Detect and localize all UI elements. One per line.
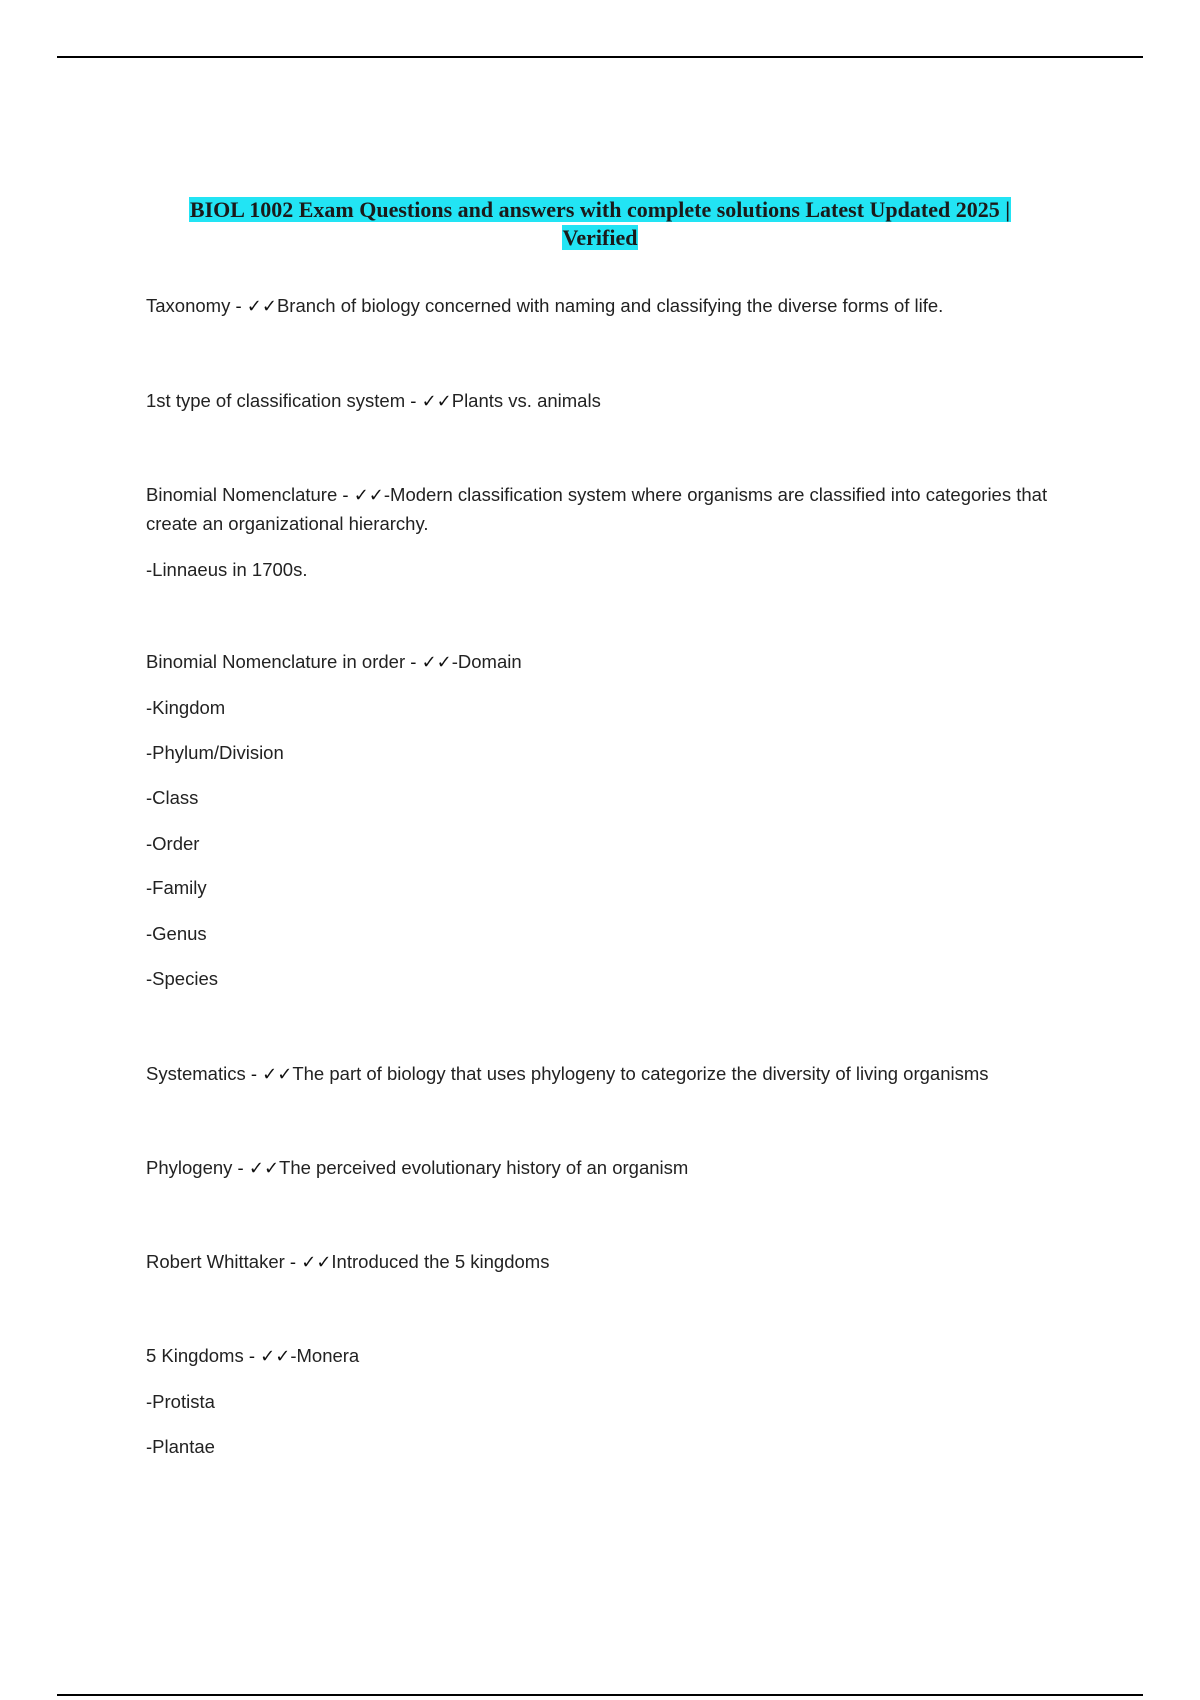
document-title <box>100 196 1100 252</box>
entry-extra-line: -Kingdom <box>146 697 226 718</box>
entry-separator: - <box>405 651 422 672</box>
entry-extra-line: -Linnaeus in 1700s. <box>146 559 308 580</box>
entry-extra-line: -Genus <box>146 923 207 944</box>
entry-extra-line: -Protista <box>146 1391 215 1412</box>
entry-term: Systematics <box>146 1063 246 1084</box>
qa-entry-first-classification <box>146 387 1086 416</box>
entry-separator: - <box>232 1157 249 1178</box>
entry-term: Binomial Nomenclature in order <box>146 651 406 672</box>
title-line-1: BIOL 1002 Exam Questions and answers with complete solutions Latest Updated 2025 | <box>189 197 1011 222</box>
double-check-icon: ✓✓ <box>353 485 384 506</box>
qa-entry-phylogeny <box>146 1154 1086 1183</box>
qa-entry-binomial-nomenclature <box>146 481 1086 538</box>
entry-answer: Introduced the 5 kingdoms <box>331 1251 550 1272</box>
qa-entry-systematics <box>146 1060 1086 1089</box>
double-check-icon: ✓✓ <box>421 391 452 412</box>
entry-answer: The perceived evolutionary history of an organism <box>279 1157 689 1178</box>
entry-term: 1st type of classification system <box>146 390 406 411</box>
qa-entry-taxonomy <box>146 292 1086 321</box>
double-check-icon: ✓✓ <box>248 1158 280 1179</box>
entry-term: Robert Whittaker <box>146 1251 285 1272</box>
double-check-icon: ✓✓ <box>246 296 277 317</box>
double-check-icon: ✓✓ <box>421 652 452 673</box>
entry-term: Binomial Nomenclature <box>146 484 338 505</box>
footer-rule <box>57 1694 1143 1696</box>
entry-separator: - <box>243 1345 261 1366</box>
entry-separator: - <box>337 484 354 505</box>
entry-extra-line: -Plantae <box>146 1436 215 1457</box>
header-rule <box>57 56 1143 58</box>
entry-extra-line: -Order <box>146 833 200 854</box>
entry-extra-line: -Class <box>146 787 199 808</box>
double-check-icon: ✓✓ <box>262 1064 293 1085</box>
entry-term: Phylogeny <box>146 1157 233 1178</box>
entry-extra-line: -Phylum/Division <box>146 742 284 763</box>
entry-answer: -Monera <box>290 1345 360 1366</box>
double-check-icon: ✓✓ <box>301 1252 332 1273</box>
double-check-icon: ✓✓ <box>260 1346 291 1367</box>
qa-entry-robert-whittaker <box>146 1248 1086 1277</box>
entry-extra-line: -Species <box>146 968 218 989</box>
title-line-2: Verified <box>562 225 638 250</box>
entry-answer: The part of biology that uses phylogeny to categorize the diversity of living organisms <box>292 1063 989 1084</box>
entry-answer: -Modern classification system where organisms are classified into categories that create an organizational hierarchy. <box>146 484 1048 534</box>
qa-entry-five-kingdoms <box>146 1342 1086 1371</box>
qa-entry-nomenclature-order <box>146 648 1086 677</box>
entry-separator: - <box>405 390 422 411</box>
entry-term: Taxonomy <box>146 295 231 316</box>
entry-answer: Plants vs. animals <box>451 390 601 411</box>
entry-answer: -Domain <box>451 651 522 672</box>
entry-extra-line: -Family <box>146 877 207 898</box>
entry-separator: - <box>230 295 247 316</box>
entry-term: 5 Kingdoms <box>146 1345 244 1366</box>
entry-answer: Branch of biology concerned with naming and classifying the diverse forms of life. <box>276 295 944 316</box>
entry-separator: - <box>284 1251 302 1272</box>
entry-separator: - <box>245 1063 263 1084</box>
